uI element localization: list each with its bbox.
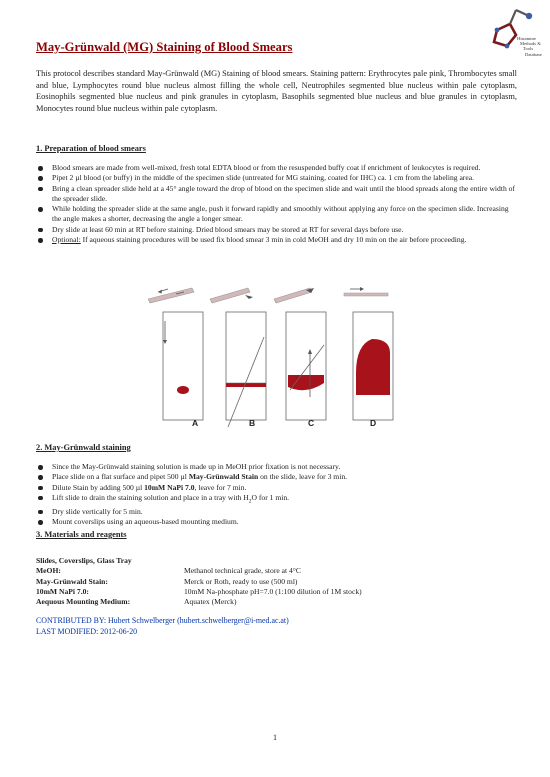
- step-text: Bring a clean spreader slide held at a 45° angle toward the drop of blood on the specimen slide and wait until the blood spreads along the entire width of the spreader slide.: [52, 183, 515, 203]
- panel-label-c: C: [308, 418, 315, 428]
- reagent-name: May-Grünwald Stain: [188, 472, 259, 482]
- page-title: May-Grünwald (MG) Staining of Blood Smears: [36, 40, 293, 54]
- section-heading-preparation: 1. Preparation of blood smears: [36, 144, 146, 153]
- bullet-icon: [38, 510, 43, 515]
- logo-line: Methods &: [520, 41, 541, 47]
- step-text: Blood smears are made from well-mixed, fresh total EDTA blood or from the resuspended buffy coat if enrichment of leukocytes is required.: [52, 163, 481, 172]
- blood-line-b: [226, 383, 266, 387]
- material-key: May-Grünwald Stain:: [36, 576, 108, 586]
- step-text-post: on the slide, leave for 3 min.: [258, 472, 348, 482]
- table-row: [36, 587, 362, 597]
- list-item: [36, 204, 518, 225]
- blood-drop-a: [177, 386, 189, 394]
- spreader-slide-a: [148, 288, 194, 303]
- step-text-pre: Place slide on a flat surface and pipet 500 µl: [52, 472, 189, 482]
- panel-label-d: D: [370, 418, 377, 428]
- table-row: [36, 577, 362, 587]
- logo-line: Database: [525, 51, 542, 57]
- spreader-slide-c: [274, 288, 312, 303]
- material-key: Aequous Mounting Medium:: [36, 597, 131, 607]
- list-item: [36, 462, 518, 472]
- table-row: [36, 556, 362, 566]
- specimen-slide-c: [286, 312, 326, 420]
- bullet-icon: [38, 486, 43, 491]
- list-item: [36, 173, 518, 183]
- step-text: Since the May-Grünwald staining solution is made up in MeOH prior fixation is not necessary.: [52, 462, 341, 471]
- bullet-icon: [38, 475, 43, 480]
- material-value: Merck or Roth, ready to use (500 ml): [184, 576, 298, 586]
- subscript: 2: [248, 498, 252, 505]
- logo-line: Tools: [523, 46, 534, 52]
- list-item: [36, 472, 518, 482]
- bullet-icon: [38, 228, 43, 233]
- table-row: [36, 566, 362, 576]
- bullet-icon: [38, 238, 43, 243]
- optional-label: Optional:: [52, 235, 81, 245]
- material-key: MeOH:: [36, 566, 61, 576]
- bullet-icon: [38, 520, 43, 525]
- credits: [36, 616, 289, 638]
- step-text-pre: Dilute Stain by adding 500 µl: [52, 482, 145, 492]
- last-modified: LAST MODIFIED: 2012-06-20: [36, 626, 138, 636]
- step-text-post: O for 1 min.: [251, 492, 290, 502]
- list-item: [36, 517, 518, 527]
- step-text-pre: Lift slide to drain the staining solution and place in a tray with H: [52, 492, 249, 502]
- section-heading-staining: 2. May-Grünwald staining: [36, 443, 131, 452]
- list-item: [36, 235, 518, 245]
- bullet-icon: [38, 166, 43, 171]
- list-item: [36, 507, 518, 517]
- specimen-slide-b: [226, 312, 266, 420]
- spreader-slide-d: [344, 293, 388, 296]
- bullet-icon: [38, 465, 43, 470]
- step-text-post: , leave for 7 min.: [194, 482, 247, 492]
- step-text: While holding the spreader slide at the same angle, push it forward rapidly and smoothly without applying any force on the specimen slide. Increasing the angle makes a shorter, decreasing the angle a longer smear.: [52, 204, 509, 224]
- material-value: Methanol technical grade, store at 4°C: [184, 566, 301, 576]
- materials-table: [36, 556, 362, 607]
- list-item: [36, 184, 518, 205]
- specimen-slide-a: [163, 312, 203, 420]
- list-item: [36, 163, 518, 173]
- bullet-icon: [38, 187, 43, 192]
- material-value: 10mM Na-phosphate pH=7.0 (1:100 dilution of 1M stock): [184, 586, 362, 596]
- spreader-slide-b: [210, 288, 250, 303]
- material-key: 10mM NaPi 7.0:: [36, 586, 89, 596]
- logo-line: Histamine: [517, 36, 536, 41]
- staining-steps-list: [36, 462, 518, 527]
- smear-technique-figure: [148, 287, 404, 431]
- intro-paragraph: This protocol describes standard May-Grünwald (MG) Staining of blood smears. Staining pattern: Erythrocytes pale pink, Thrombocytes small and blue, Lymphocytes round blue nucleus almost filling the whole cell, Neutrophiles segmented blue nucleus within pale cytoplasm, Eosinophils segmented blue nucleus and pink granules in cytoplasm, Basophils segmented blue nucleus and blue granules in cytoplasm, Monocytes round blue nucleus within pale cytoplasm.: [36, 69, 517, 113]
- step-text: Pipet 2 µl blood (or buffy) in the middle of the specimen slide (untreated for MG staining, coated for IHC) ca. 1 cm from the labeling area.: [52, 173, 474, 183]
- list-item: [36, 493, 518, 507]
- bullet-icon: [38, 207, 43, 212]
- material-value: Aquatex (Merck): [184, 597, 237, 607]
- step-text: Dry slide at least 60 min at RT before staining. Dried blood smears may be stored at RT for several days before use.: [52, 224, 404, 234]
- table-row: [36, 597, 362, 607]
- step-text: Dry slide vertically for 5 min.: [52, 506, 143, 516]
- panel-label-a: A: [192, 418, 199, 428]
- reagent-name: 10mM NaPi 7.0: [144, 482, 195, 492]
- list-item: [36, 483, 518, 493]
- panel-label-b: B: [249, 418, 256, 428]
- page-number: 1: [273, 733, 277, 742]
- bullet-icon: [38, 176, 43, 181]
- bullet-icon: [38, 496, 43, 501]
- preparation-steps-list: [36, 163, 518, 245]
- smear-steps-illustration: [148, 287, 404, 431]
- database-logo: [483, 2, 545, 64]
- step-text: If aqueous staining procedures will be used fix blood smear 3 min in cold MeOH and dry 10 min on the air before proceeding.: [80, 235, 467, 245]
- contributed-by: CONTRIBUTED BY: Hubert Schwelberger (hubert.schwelberger@i-med.ac.at): [36, 616, 289, 625]
- materials-subtitle: Slides, Coverslips, Glass Tray: [36, 556, 132, 565]
- section-heading-materials: 3. Materials and reagents: [36, 530, 127, 539]
- list-item: [36, 225, 518, 235]
- step-text: Mount coverslips using an aqueous-based mounting medium.: [52, 517, 239, 526]
